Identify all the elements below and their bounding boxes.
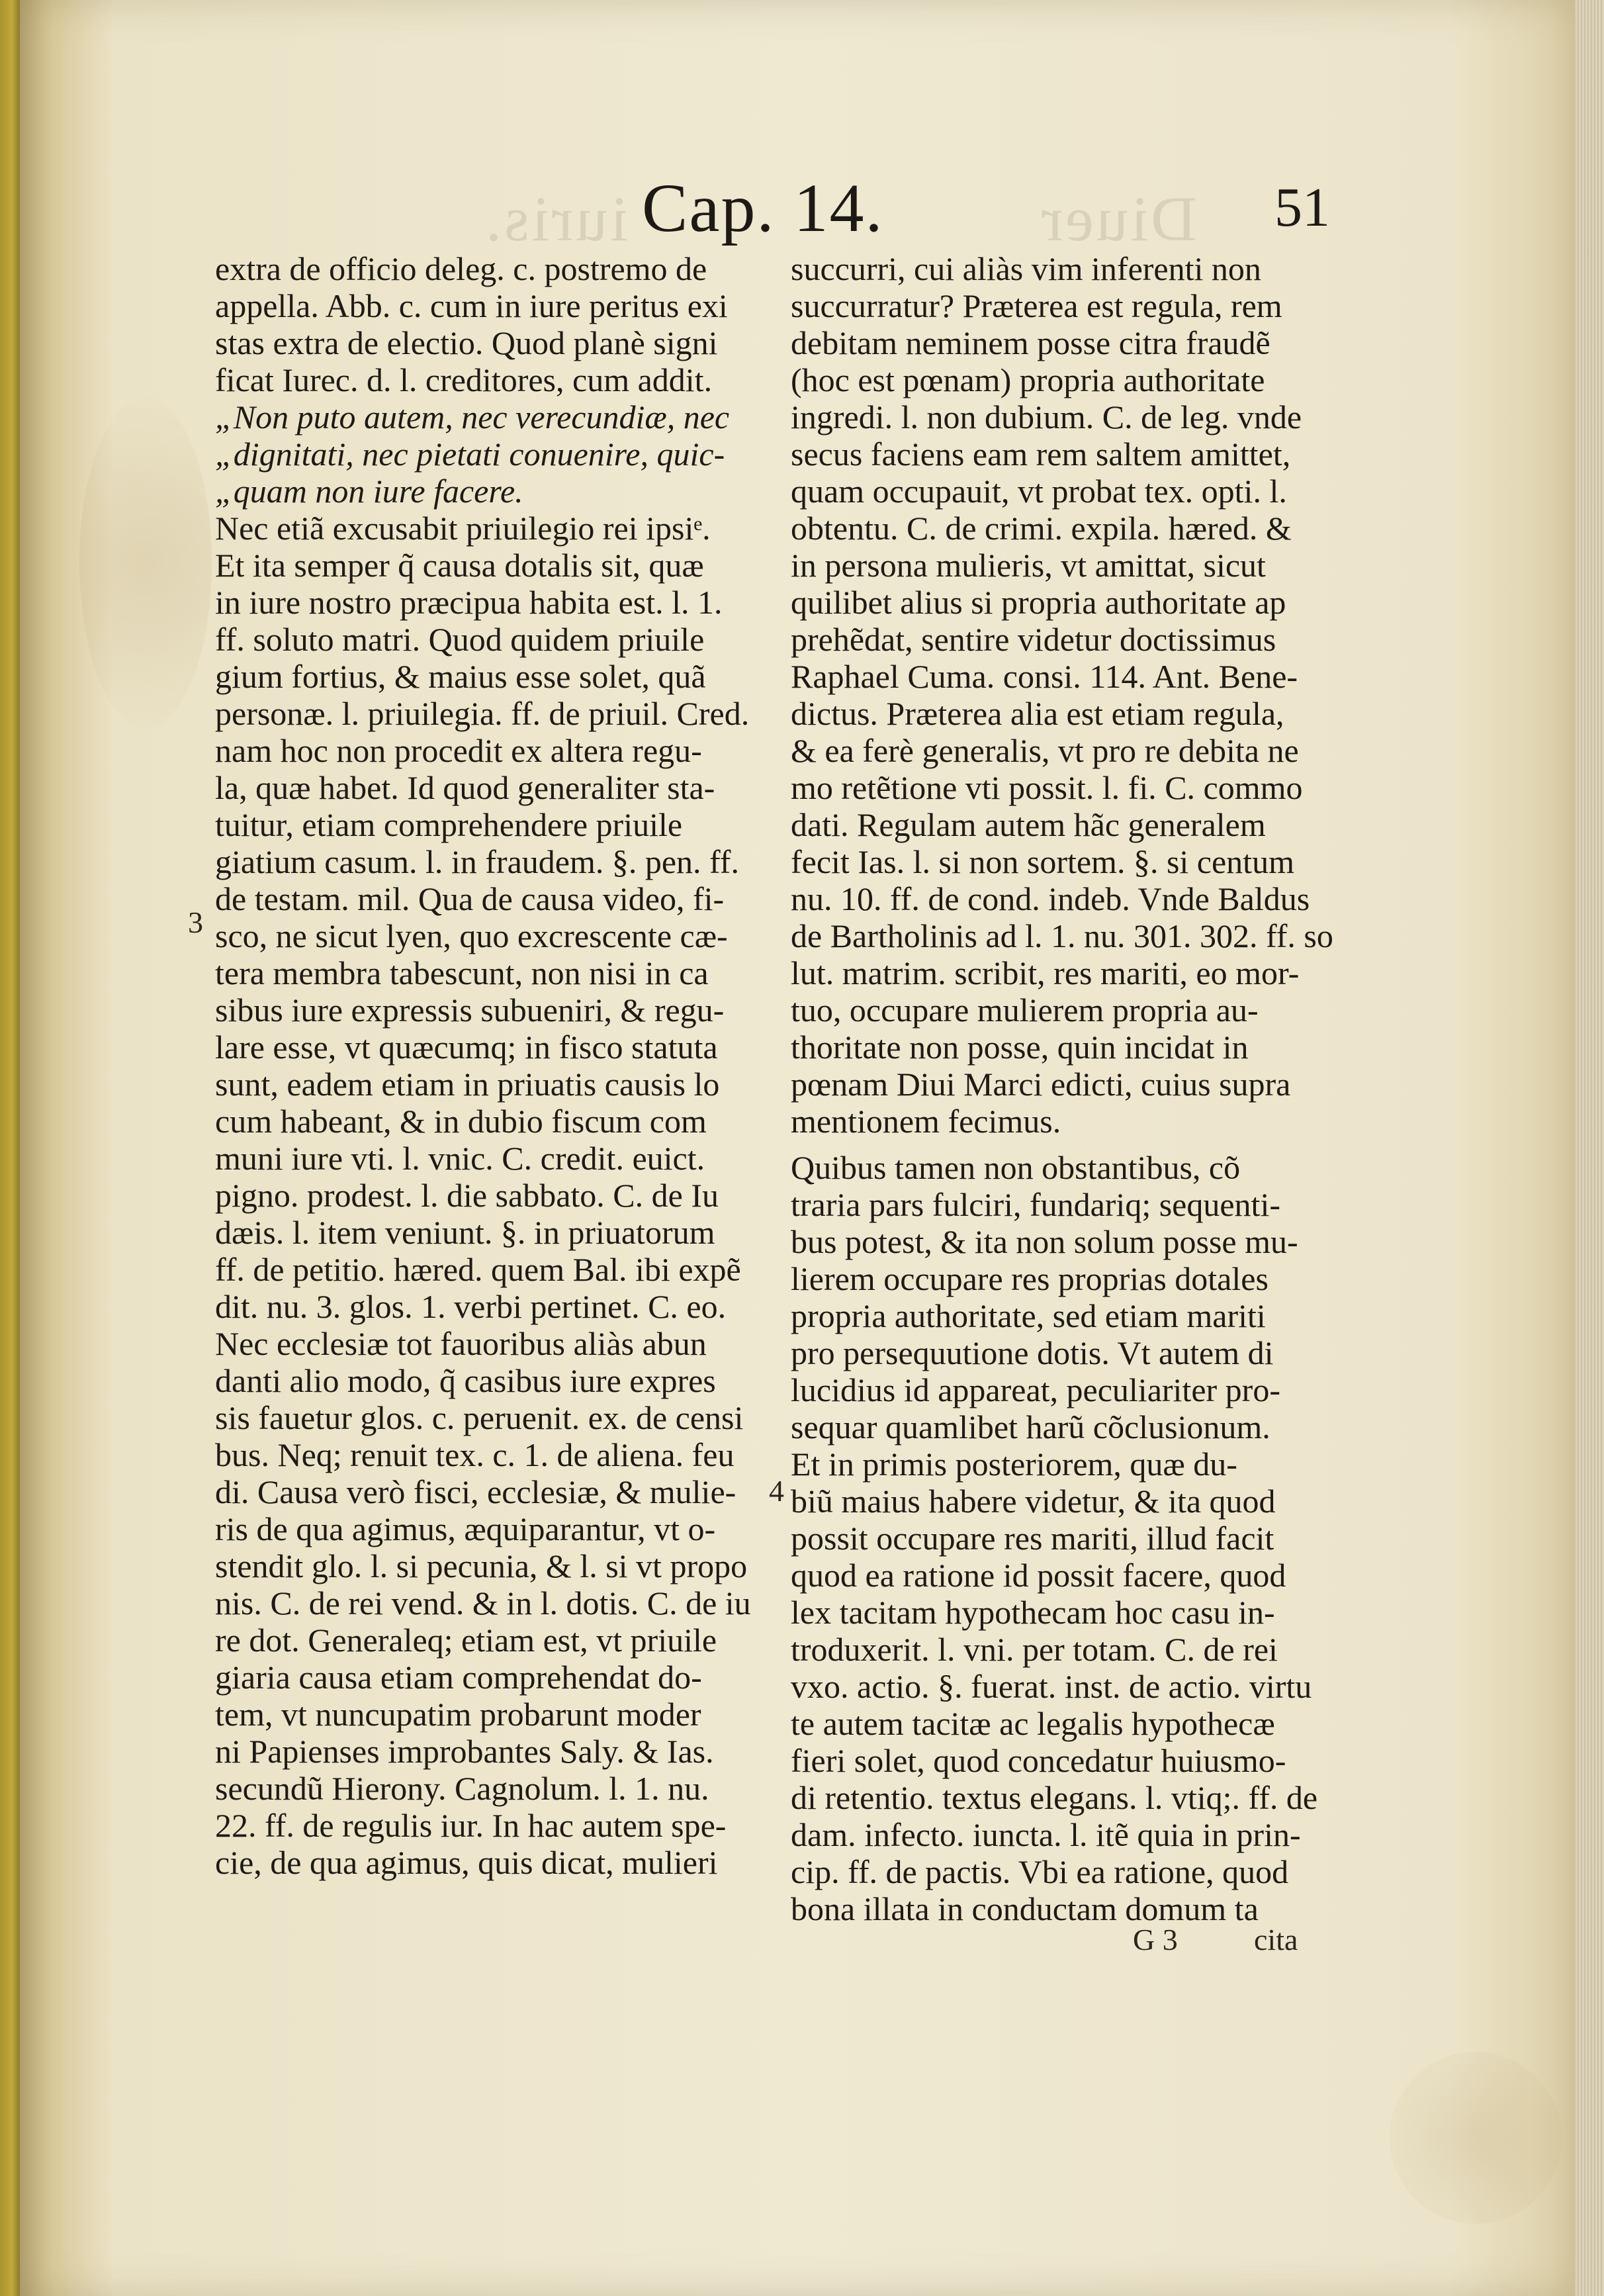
text-line: cum habeant, & in dubio fiscum com <box>215 1103 707 1140</box>
show-through-text: iuris. <box>483 183 628 254</box>
text-line: tem, vt nuncupatim probarunt moder <box>215 1696 701 1733</box>
text-line: succurratur? Præterea est regula, rem <box>791 287 1282 324</box>
text-line: re dot. Generaleq; etiam est, vt priuile <box>215 1622 717 1659</box>
text-line: dati. Regulam autem hãc generalem <box>791 806 1266 843</box>
text-line: prehẽdat, sentire videtur doctissimus <box>791 621 1276 658</box>
text-line: ingredi. l. non dubium. C. de leg. vnde <box>791 398 1302 436</box>
text-line: pro persequutione dotis. Vt autem di <box>791 1334 1274 1371</box>
text-line: nam hoc non procedit ex altera regu- <box>215 732 702 769</box>
text-line: bona illata in conductam domum ta <box>791 1890 1259 1927</box>
text-line: 22. ff. de regulis iur. In hac autem spe- <box>215 1807 727 1844</box>
text-line: „dignitati, nec pietati conuenire, quic- <box>215 436 725 473</box>
text-line: giaria causa etiam comprehendat do- <box>215 1659 702 1696</box>
book-spine <box>0 0 20 2296</box>
text-line: Quibus tamen non obstantibus, cõ <box>791 1149 1241 1186</box>
margin-note: 3 <box>188 905 203 939</box>
text-line: pigno. prodest. l. die sabbato. C. de Iu <box>215 1177 719 1214</box>
text-line: dit. nu. 3. glos. 1. verbi pertinet. C. eo. <box>215 1288 727 1325</box>
right-column <box>791 250 1333 1927</box>
text-line: troduxerit. l. vni. per totam. C. de rei <box>791 1631 1278 1668</box>
text-line: traria pars fulciri, fundariq; sequenti- <box>791 1186 1280 1223</box>
text-line: dam. infecto. iuncta. l. itẽ quia in prin- <box>791 1816 1301 1853</box>
text-line: ff. de petitio. hæred. quem Bal. ibi expẽ <box>215 1251 741 1288</box>
show-through-text: Diuer <box>1039 183 1197 254</box>
text-line: lucidius id appareat, peculiariter pro- <box>791 1371 1280 1408</box>
page-number: 51 <box>1274 177 1330 238</box>
text-line: obtentu. C. de crimi. expila. hæred. & <box>791 510 1292 547</box>
text-line: lare esse, vt quæcumq; in fisco statuta <box>215 1029 718 1066</box>
text-line: secundũ Hierony. Cagnolum. l. 1. nu. <box>215 1770 709 1807</box>
text-line: ff. soluto matri. Quod quidem priuile <box>215 621 705 658</box>
text-line: tera membra tabescunt, non nisi in ca <box>215 954 709 991</box>
text-line: „Non puto autem, nec verecundiæ, nec <box>215 398 730 436</box>
text-line: succurri, cui aliàs vim inferenti non <box>791 250 1261 287</box>
text-line: Et ita semper q̃ causa dotalis sit, quæ <box>215 547 704 584</box>
text-line: stas extra de electio. Quod planè signi <box>215 324 718 361</box>
text-line: giatium casum. l. in fraudem. §. pen. ff. <box>215 843 739 880</box>
text-line: sco, ne sicut lyen, quo excrescente cæ- <box>215 917 728 954</box>
text-line: sibus iure expressis subueniri, & regu- <box>215 991 725 1029</box>
text-line: Nec ecclesiæ tot fauoribus aliàs abun <box>215 1325 707 1362</box>
text-line: lex tacitam hypothecam hoc casu in- <box>791 1594 1275 1631</box>
text-line: ris de qua agimus, æquiparantur, vt o- <box>215 1510 716 1547</box>
text-line: fieri solet, quod concedatur huiusmo- <box>791 1742 1286 1779</box>
text-line: bus. Neq; renuit tex. c. 1. de aliena. feu <box>215 1436 735 1473</box>
text-line: vxo. actio. §. fuerat. inst. de actio. virtu <box>791 1668 1312 1705</box>
running-head: Cap. 14. <box>642 170 884 246</box>
text-line: sequar quamlibet harũ cõclusionum. <box>791 1408 1270 1446</box>
text-line: quod ea ratione id possit facere, quod <box>791 1557 1286 1594</box>
text-line: di. Causa verò fisci, ecclesiæ, & mulie- <box>215 1473 736 1510</box>
text-line: Raphael Cuma. consi. 114. Ant. Bene- <box>791 658 1298 695</box>
text-line: stendit glo. l. si pecunia, & l. si vt propo <box>215 1547 748 1584</box>
text-line: muni iure vti. l. vnic. C. credit. euict. <box>215 1140 705 1177</box>
text-line: de Bartholinis ad l. 1. nu. 301. 302. ff. so <box>791 917 1333 954</box>
text-line: biũ maius habere videtur, & ita quod <box>791 1483 1276 1520</box>
text-line: debitam neminem posse citra fraudẽ <box>791 324 1270 361</box>
text-line: ficat Iurec. d. l. creditores, cum addit. <box>215 361 713 398</box>
text-line: la, quæ habet. Id quod generaliter sta- <box>215 769 715 806</box>
text-line: secus faciens eam rem saltem amittet, <box>791 436 1291 473</box>
text-line: propria authoritate, sed etiam mariti <box>791 1297 1266 1334</box>
text-line: mo retẽtione vti possit. l. fi. C. commo <box>791 769 1303 806</box>
text-line: appella. Abb. c. cum in iure peritus exi <box>215 287 728 324</box>
text-line: dæis. l. item veniunt. §. in priuatorum <box>215 1214 715 1251</box>
page-header <box>423 169 1330 254</box>
text-line: „quam non iure facere. <box>215 473 523 510</box>
text-line: personæ. l. priuilegia. ff. de priuil. Cred. <box>215 695 750 732</box>
text-line: quilibet alius si propria authoritate ap <box>791 584 1286 621</box>
text-line <box>791 1140 1333 1149</box>
text-line: de testam. mil. Qua de causa video, fi- <box>215 880 725 917</box>
text-line: dictus. Præterea alia est etiam regula, <box>791 695 1284 732</box>
page-edges <box>1575 0 1604 2296</box>
left-column <box>215 250 758 1881</box>
text-line: danti alio modo, q̃ casibus iure expres <box>215 1362 716 1399</box>
text-line: lierem occupare res proprias dotales <box>791 1260 1269 1297</box>
text-line: extra de officio deleg. c. postremo de <box>215 250 707 287</box>
text-line: Nec etiã excusabit priuilegio rei ipsiᵉ. <box>215 510 711 547</box>
text-line: in persona mulieris, vt amittat, sicut <box>791 547 1266 584</box>
paper-stain <box>1390 2052 1562 2224</box>
text-line: sis fauetur glos. c. peruenit. ex. de censi <box>215 1399 744 1436</box>
text-line: ni Papienses improbantes Saly. & Ias. <box>215 1733 714 1770</box>
text-line: cie, de qua agimus, quis dicat, mulieri <box>215 1844 718 1881</box>
text-line: Et in primis posteriorem, quæ du- <box>791 1446 1237 1483</box>
text-line: nis. C. de rei vend. & in l. dotis. C. de iu <box>215 1584 751 1622</box>
text-line: quam occupauit, vt probat tex. opti. l. <box>791 473 1287 510</box>
text-line: & ea ferè generalis, vt pro re debita ne <box>791 732 1299 769</box>
text-line: in iure nostro præcipua habita est. l. 1. <box>215 584 723 621</box>
text-line: nu. 10. ff. de cond. indeb. Vnde Baldus <box>791 880 1310 917</box>
catchword: cita <box>1254 1923 1298 1956</box>
text-line: mentionem fecimus. <box>791 1103 1061 1140</box>
text-line: sunt, eadem etiam in priuatis causis lo <box>215 1066 720 1103</box>
text-line: cip. ff. de pactis. Vbi ea ratione, quod <box>791 1853 1289 1890</box>
text-line: lut. matrim. scribit, res mariti, eo mor- <box>791 954 1300 991</box>
paper-stain <box>79 397 212 728</box>
text-line: fecit Ias. l. si non sortem. §. si centum <box>791 843 1294 880</box>
text-line: (hoc est pœnam) propria authoritate <box>791 361 1265 398</box>
margin-note: 4 <box>769 1474 784 1508</box>
text-line: tuo, occupare mulierem propria au- <box>791 991 1259 1029</box>
text-line: gium fortius, & maius esse solet, quã <box>215 658 706 695</box>
text-line: thoritate non posse, quin incidat in <box>791 1029 1249 1066</box>
text-line: tuitur, etiam comprehendere priuile <box>215 806 683 843</box>
text-line: bus potest, & ita non solum posse mu- <box>791 1223 1298 1260</box>
text-line: te autem tacitæ ac legalis hypothecæ <box>791 1705 1275 1742</box>
text-line: pœnam Diui Marci edicti, cuius supra <box>791 1066 1291 1103</box>
text-line: di retentio. textus elegans. l. vtiq;. ff. de <box>791 1779 1318 1816</box>
text-line: possit occupare res mariti, illud facit <box>791 1520 1274 1557</box>
signature-mark: G 3 <box>1133 1923 1178 1956</box>
